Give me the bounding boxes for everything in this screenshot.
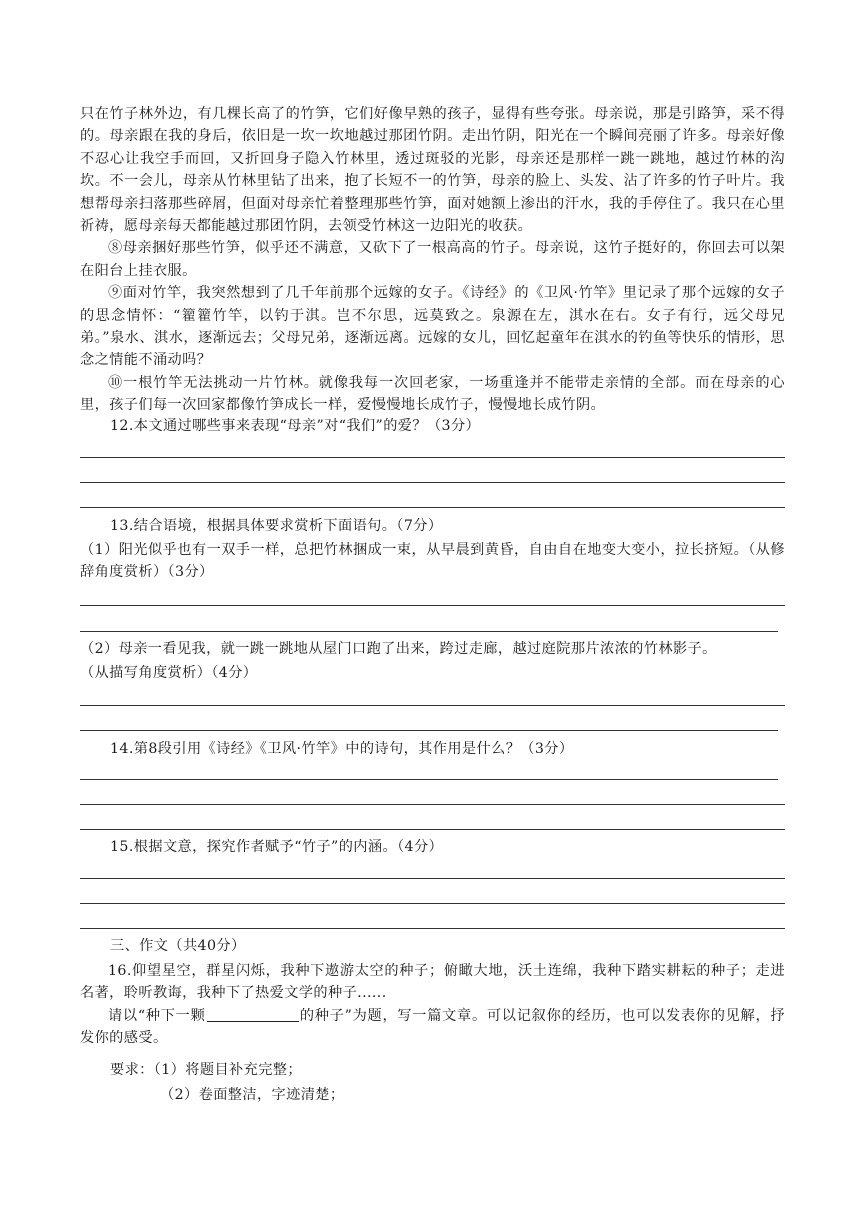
- answer-line: [80, 631, 778, 632]
- prompt-start: 请以“种下一颗: [108, 1007, 206, 1024]
- passage-paragraph-1: 只在竹子林外边，有几棵长高了的竹笋，它们好像早熟的孩子，显得有些夸张。母亲说，那是引路笋，采不得的。母亲跟在我的身后，依旧是一坎一坎地越过那团竹阴。走出竹阴，阳光在一个瞬间亮丽了许多。母亲好像不忍心让我空手而回，又折回身子隐入竹林里，透过斑驳的光影，母亲还是那样一跳一跳地，越过竹林的沟坎。不一会儿，母亲从竹林里钻了出来，抱了长短不一的竹笋，母亲的脸上、头发、沾了许多的竹子叶片。我想帮母亲扫落那些碎屑，但面对母亲忙着整理那些竹笋，面对她额上渗出的汗水，我的手停住了。我只在心里祈祷，愿母亲每天都能越过那团竹阴，去领受竹林这一边阳光的收获。: [80, 106, 785, 235]
- question-14: 14.第8段引用《诗经》《卫风·竹竿》中的诗句，其作用是什么？（3分）: [110, 741, 574, 757]
- question-16-text: 16.仰望星空，群星闪烁，我种下遨游太空的种子；俯瞰大地，沃土连绵，我种下踏实耕耘的种子；走进名著，聆听教诲，我种下了热爱文学的种子......: [80, 963, 785, 1002]
- question-15: 15.根据文意，探究作者赋予“竹子”的内涵。（4分）: [110, 839, 444, 855]
- answer-line: [80, 482, 785, 483]
- requirement-1: 要求：（1）将题目补充完整；: [110, 1062, 302, 1078]
- answer-line: [80, 903, 785, 904]
- answer-line: [80, 457, 785, 458]
- question-12: 12.本文通过哪些事来表现“母亲”对“我们”的爱？（3分）: [110, 418, 481, 434]
- composition-prompt: [80, 1005, 785, 1050]
- composition-heading: 三、作文（共40分）: [110, 938, 246, 954]
- answer-line: [80, 829, 785, 830]
- question-13-part-1-text: （1）阳光似乎也有一双手一样，总把竹林捆成一束，从早晨到黄昏，自由自在地变大变小，拉长挤短。（从修辞角度赏析）（3分）: [80, 542, 785, 581]
- prompt-end: 的种子”为题，写一篇文章。可以记叙你的经历，也可以发表你的见解，抒发你的感受。: [80, 1007, 785, 1047]
- answer-line: [80, 605, 785, 606]
- passage-paragraph-8: ⑧母亲捆好那些竹笋，似乎还不满意，又砍下了一根高高的竹子。母亲说，这竹子挺好的，你回去可以架在阳台上挂衣服。: [80, 240, 785, 279]
- answer-line: [80, 730, 778, 731]
- question-13-part-1: [80, 539, 785, 584]
- answer-line: [80, 804, 785, 805]
- answer-line: [80, 705, 785, 706]
- answer-line: [80, 779, 778, 780]
- question-13-part-2-note: （从描写角度赏析）（4分）: [80, 665, 258, 681]
- passage-paragraph-10: ⑩一根竹竿无法挑动一片竹林。就像我每一次回老家，一场重逢并不能带走亲情的全部。而在母亲的心里，孩子们每一次回家都像竹笋成长一样，爱慢慢地长成竹子，慢慢地长成竹阴。: [80, 374, 785, 414]
- answer-line: [80, 507, 785, 508]
- question-13-part-2: （2）母亲一看见我，就一跳一跳地从屋门口跑了出来，跨过走廊，越过庭院那片浓浓的竹林影子。: [80, 641, 717, 657]
- requirement-2: （2）卷面整洁，字迹清楚；: [160, 1087, 345, 1103]
- answer-line: [80, 878, 785, 879]
- reading-passage: [80, 103, 785, 417]
- title-blank: [207, 1007, 299, 1022]
- question-16: [80, 960, 785, 1050]
- question-13: 13.结合语境，根据具体要求赏析下面语句。（7分）: [110, 518, 443, 534]
- answer-line: [80, 928, 785, 929]
- passage-paragraph-9: ⑨面对竹竿，我突然想到了几千年前那个远嫁的女子。《诗经》的《卫风·竹竿》里记录了那个远嫁的女子的思念情怀：“籊籊竹竿，以钓于淇。岂不尔思，远莫致之。泉源在左，淇水在右。女子有行，远父母兄弟。”泉水、淇水，逐渐远去；父母兄弟，逐渐远离。远嫁的女儿，回忆起童年在淇水的钓鱼等快乐的情形，思念之情能不涌动吗？: [80, 285, 785, 369]
